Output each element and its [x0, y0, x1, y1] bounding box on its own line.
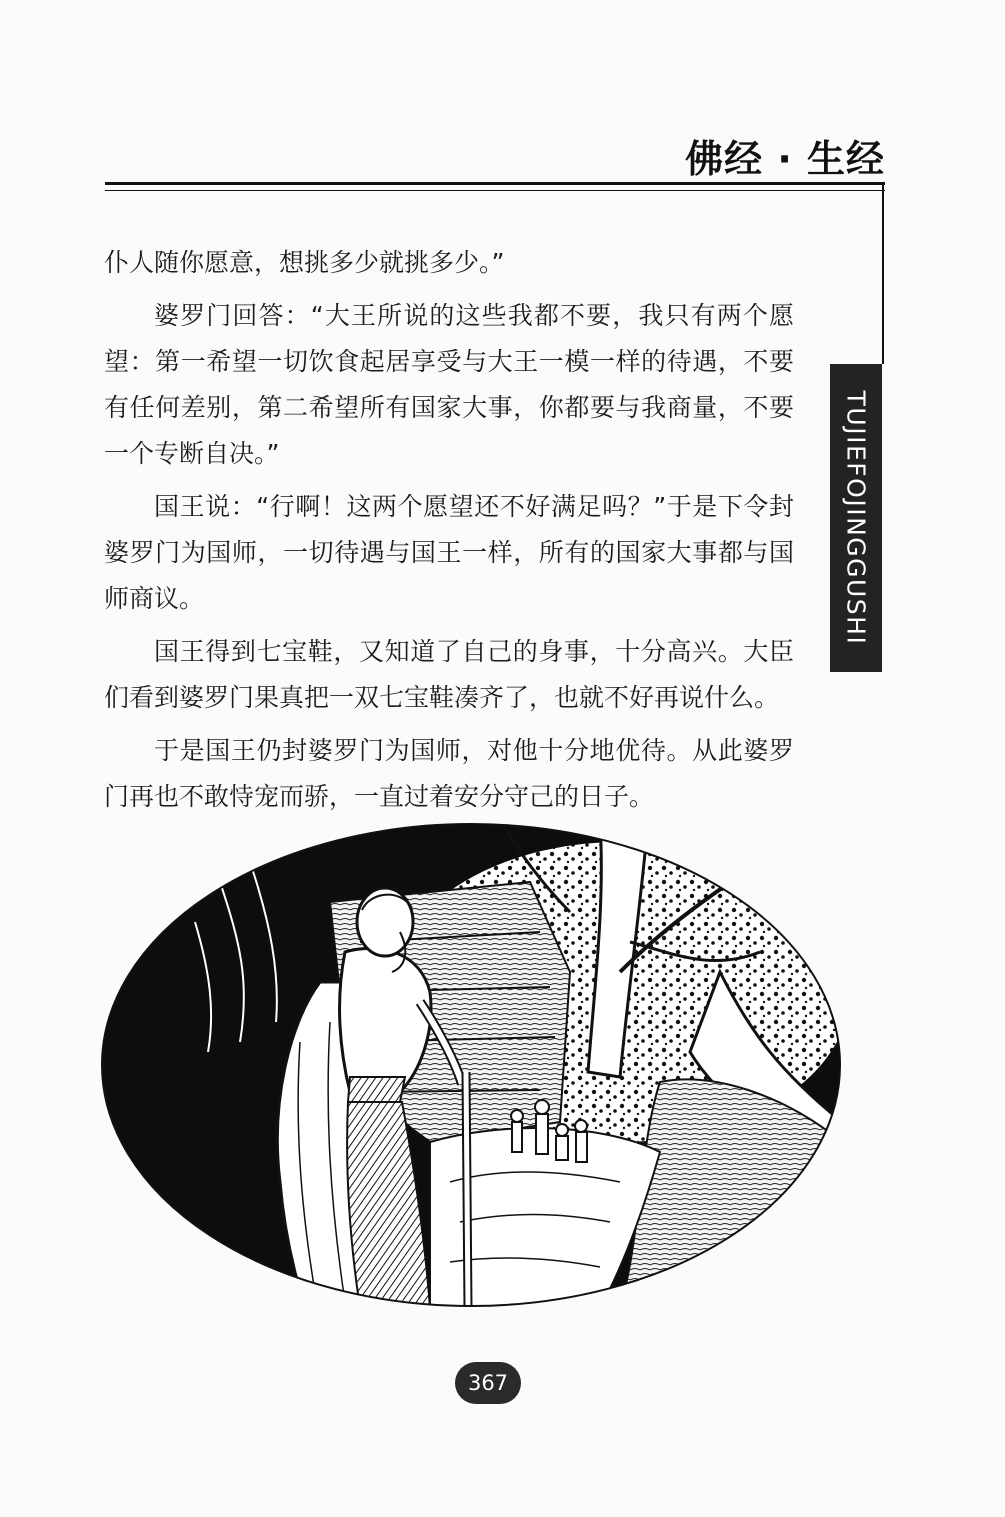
- body-text: [104, 240, 794, 827]
- paragraph-2: 婆罗门回答：“大王所说的这些我都不要，我只有两个愿望：第一希望一切饮食起居享受与大王一模一样的待遇，不要有任何差别，第二希望所有国家大事，你都要与我商量，不要一个专断自决。”: [104, 301, 794, 468]
- header-rule-vertical: [882, 182, 884, 364]
- side-tab-label: TUJIEFOJINGGUSHI: [841, 390, 871, 646]
- page-number: 367: [467, 1371, 509, 1395]
- illustration-old-man-forest: [100, 822, 842, 1308]
- header-rule-thick: [105, 182, 885, 185]
- paragraph-1: 仆人随你愿意，想挑多少就挑多少。”: [104, 248, 505, 277]
- paragraph-4: 国王得到七宝鞋，又知道了自己的身事，十分高兴。大臣们看到婆罗门果真把一双七宝鞋凑齐了，也就不好再说什么。: [104, 637, 794, 712]
- paragraph-3: 国王说：“行啊！这两个愿望还不好满足吗？”于是下令封婆罗门为国师，一切待遇与国王一样，所有的国家大事都与国师商议。: [104, 492, 794, 613]
- header-title: 佛经 · 生经: [685, 137, 885, 181]
- paragraph-5: 于是国王仍封婆罗门为国师，对他十分地优待。从此婆罗门再也不敢恃宠而骄，一直过着安分守己的日子。: [104, 736, 794, 811]
- header-rule-thin: [105, 190, 885, 191]
